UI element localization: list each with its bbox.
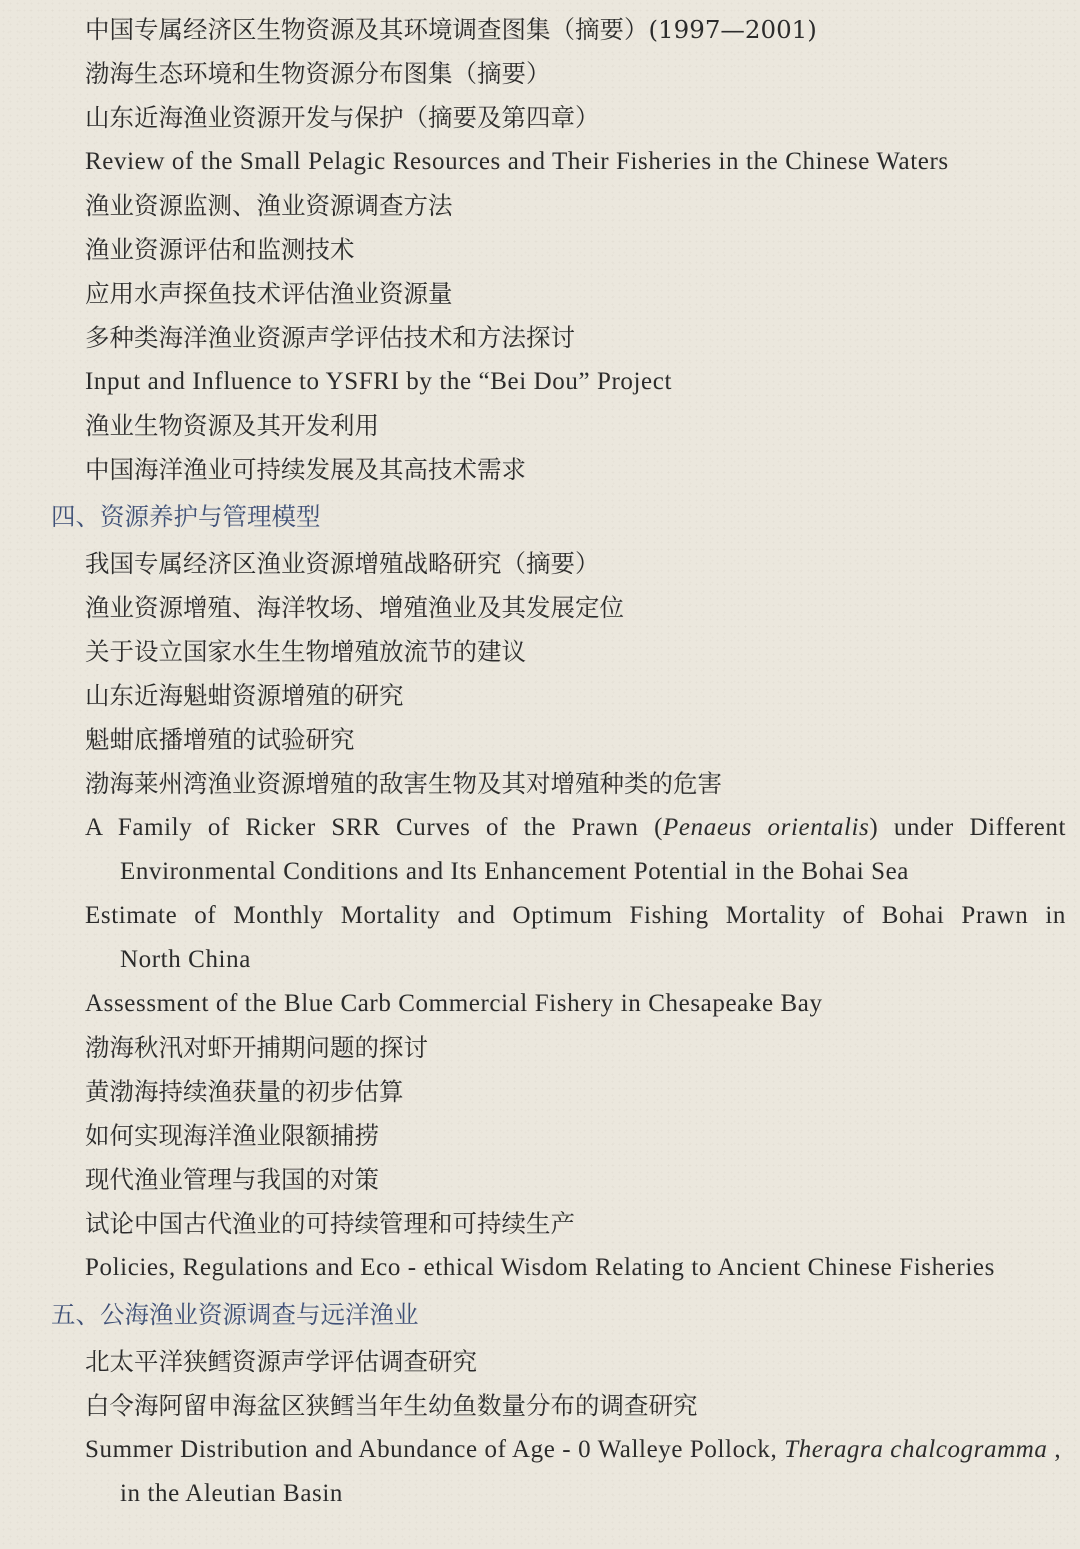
entry-text: ,	[1047, 1436, 1062, 1463]
toc-entry[interactable]: 北太平洋狭鳕资源声学评估调查研究	[85, 1347, 477, 1376]
toc-entry[interactable]: 多种类海洋渔业资源声学评估技术和方法探讨	[85, 323, 575, 352]
toc-entry[interactable]: 渔业生物资源及其开发利用	[85, 411, 379, 440]
toc-entry[interactable]: 黄渤海持续渔获量的初步估算	[85, 1077, 404, 1106]
species-name: Penaeus orientalis	[663, 814, 870, 841]
toc-entry[interactable]: 如何实现海洋渔业限额捕捞	[85, 1121, 379, 1150]
toc-entry[interactable]: Policies, Regulations and Eco - ethical Wisdom Relating to Ancient Chinese Fisheries	[85, 1254, 995, 1281]
toc-entry-continuation[interactable]: in the Aleutian Basin	[120, 1480, 343, 1507]
species-name: Theragra chalcogramma	[784, 1436, 1048, 1463]
toc-entry[interactable]: 渤海生态环境和生物资源分布图集（摘要）	[85, 59, 551, 88]
toc-entry-ricker[interactable]	[0, 806, 1080, 850]
toc-entry[interactable]: 山东近海渔业资源开发与保护（摘要及第四章）	[85, 103, 600, 132]
toc-entry[interactable]: 渤海秋汛对虾开捕期问题的探讨	[85, 1033, 428, 1062]
toc-entry[interactable]: Review of the Small Pelagic Resources and Their Fisheries in the Chinese Waters	[85, 148, 949, 175]
toc-entry[interactable]: Input and Influence to YSFRI by the “Bei Dou” Project	[85, 368, 672, 395]
section-heading-4: 四、资源养护与管理模型	[51, 502, 321, 531]
toc-entry[interactable]: 应用水声探鱼技术评估渔业资源量	[85, 279, 453, 308]
entry-text: A Family of Ricker SRR Curves of the Prawn (	[85, 814, 664, 841]
section-heading-5: 五、公海渔业资源调查与远洋渔业	[51, 1300, 419, 1329]
toc-entry[interactable]: 关于设立国家水生生物增殖放流节的建议	[85, 637, 526, 666]
toc-entry[interactable]: 渤海莱州湾渔业资源增殖的敌害生物及其对增殖种类的危害	[85, 769, 722, 798]
toc-entry-continuation[interactable]: Environmental Conditions and Its Enhancement Potential in the Bohai Sea	[120, 858, 909, 885]
toc-entry-mortality[interactable]: Estimate of Monthly Mortality and Optimum Fishing Mortality of Bohai Prawn in	[85, 902, 1066, 929]
toc-entry-continuation[interactable]: North China	[120, 946, 251, 973]
toc-entry[interactable]: 现代渔业管理与我国的对策	[85, 1165, 379, 1194]
toc-entry[interactable]: 中国海洋渔业可持续发展及其高技术需求	[85, 455, 526, 484]
toc-entry[interactable]: 我国专属经济区渔业资源增殖战略研究（摘要）	[85, 549, 600, 578]
toc-entry[interactable]: 山东近海魁蚶资源增殖的研究	[85, 681, 404, 710]
toc-entry[interactable]: 渔业资源监测、渔业资源调查方法	[85, 191, 453, 220]
toc-entry-ricker-line1	[85, 806, 1066, 850]
toc-entry[interactable]: Assessment of the Blue Carb Commercial Fishery in Chesapeake Bay	[85, 990, 823, 1017]
toc-entry[interactable]: 渔业资源增殖、海洋牧场、增殖渔业及其发展定位	[85, 593, 624, 622]
entry-text: Summer Distribution and Abundance of Age - 0 Walleye Pollock,	[85, 1436, 785, 1463]
toc-entry[interactable]: 试论中国古代渔业的可持续管理和可持续生产	[85, 1209, 575, 1238]
toc-entry[interactable]: 中国专属经济区生物资源及其环境调查图集（摘要）(1997—2001)	[85, 15, 817, 44]
entry-text: ) under Different	[869, 814, 1067, 841]
toc-entry[interactable]: 渔业资源评估和监测技术	[85, 235, 355, 264]
toc-entry[interactable]: 魁蚶底播增殖的试验研究	[85, 725, 355, 754]
toc-entry-summer[interactable]	[0, 1428, 1080, 1472]
toc-entry[interactable]: 白令海阿留申海盆区狭鳕当年生幼鱼数量分布的调查研究	[85, 1391, 698, 1420]
